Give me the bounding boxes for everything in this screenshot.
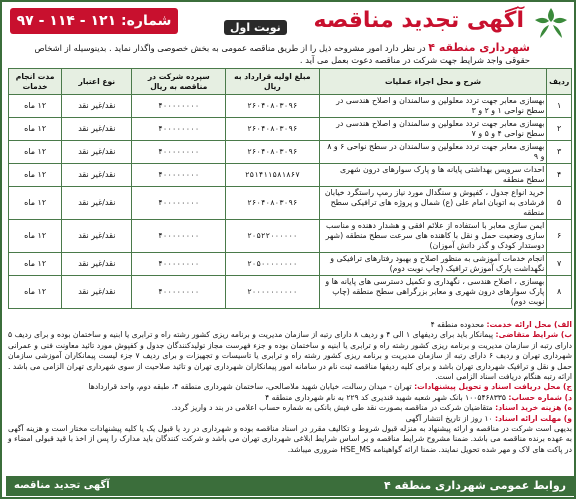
round-badge: نوبت اول: [224, 20, 287, 35]
cell-description: ایمن سازی معابر با استفاده از علائم افقی و هشدار دهنده و مناسب سازی وضعیت حمل و نقل با کاهنده های سرعت سطح منطقه (شهر دوستدار کودک و گذر دانش آموزان): [319, 220, 547, 253]
col-row: ردیف: [547, 69, 572, 95]
condition-b-label: ب) شرایط متقاضی:: [495, 330, 572, 340]
cell-credit: نقد/غیر نقد: [62, 141, 132, 164]
cell-credit: نقد/غیر نقد: [62, 220, 132, 253]
condition-f-label: و) مهلت ارائه اسناد:: [495, 413, 572, 423]
conditions-block: [8, 320, 572, 455]
cell-estimate: ۲۰۰۰۰۰۰۰۰۰۰: [226, 276, 320, 309]
table-row: [9, 276, 572, 309]
cell-credit: نقد/غیر نقد: [62, 253, 132, 276]
cell-description: بهسازی معابر جهت تردد معلولین و سالمندان و اصلاح هندسی در سطح نواحی ۱ و ۲ و ۳: [319, 95, 547, 118]
cell-duration: ۱۲ ماه: [9, 276, 62, 309]
cell-deposit: ۴۰۰۰۰۰۰۰۰: [132, 276, 226, 309]
cell-duration: ۱۲ ماه: [9, 164, 62, 187]
condition-b: [8, 330, 572, 382]
cell-deposit: ۴۰۰۰۰۰۰۰۰: [132, 164, 226, 187]
title-group: [224, 8, 524, 38]
condition-a: [8, 320, 572, 330]
cell-estimate: ۲۶۰۴۰۸۰۳۰۹۶: [226, 95, 320, 118]
footer-bar: [6, 476, 574, 496]
cell-description: بهسازی معابر جهت تردد معلولین و سالمندان و اصلاح هندسی در سطح نواحی ۴ و ۵ و ۷: [319, 118, 547, 141]
cell-duration: ۱۲ ماه: [9, 220, 62, 253]
table-row: [9, 164, 572, 187]
closing-paragraph: بدیهی است شرکت در مناقصه و ارائه پیشنهاد به منزله قبول شروط و تکالیف مقرر در اسناد مناقصه بوده و شهرداری در رد یا قبول یک یا کلیه پیشنهادات مختار است و هزینه آگهی به عهده برنده مناقصه می باشد. ضمنا مشروح شرایط مناقصه و بر اساس شرایط ابلاغی شهرداری تهران می باشد و شرکت کنندگان باید مدارک را پس از اخذ با قید قبولی امضاء و در پاکت های لاک و مهر شده تحویل نمایند. ضمنا ارائه گواهینامه HSE_MS ضروری میباشد.: [8, 424, 572, 454]
col-credit: نوع اعتبار: [62, 69, 132, 95]
condition-c-label: ج) محل دریافت اسناد و تحویل پیشنهادات:: [414, 382, 572, 392]
condition-d-label: د) شماره حساب:: [508, 392, 572, 402]
cell-deposit: ۴۰۰۰۰۰۰۰۰: [132, 187, 226, 220]
cell-deposit: ۴۰۰۰۰۰۰۰۰: [132, 220, 226, 253]
table-header-row: [9, 69, 572, 95]
cell-deposit: ۴۰۰۰۰۰۰۰۰: [132, 253, 226, 276]
condition-e-label: ه) هزینه خرید اسناد:: [495, 403, 572, 413]
cell-credit: نقد/غیر نقد: [62, 187, 132, 220]
table-row: [9, 220, 572, 253]
cell-row: ۴: [547, 164, 572, 187]
condition-f-text: ۱۰ روز از تاریخ انتشار آگهی: [405, 413, 493, 423]
cell-duration: ۱۲ ماه: [9, 118, 62, 141]
cell-credit: نقد/غیر نقد: [62, 95, 132, 118]
cell-duration: ۱۲ ماه: [9, 253, 62, 276]
col-deposit: سپرده شرکت در مناقصه به ریال: [132, 69, 226, 95]
table-row: [9, 253, 572, 276]
notice-number: شماره: ۱۲۱ - ۱۱۴ - ۹۷: [10, 8, 178, 34]
notice-title: آگهی تجدید مناقصه: [313, 8, 524, 33]
cell-deposit: ۴۰۰۰۰۰۰۰۰: [132, 95, 226, 118]
condition-f: [8, 414, 572, 424]
condition-a-text: محدوده منطقه ۴: [430, 320, 485, 329]
cell-duration: ۱۲ ماه: [9, 141, 62, 164]
tender-table: [8, 68, 572, 309]
condition-c-text: تهران - میدان رسالت، خیابان شهید ملاصالحی، ساختمان شهرداری منطقه ۴، طبقه دوم، واحد قراردادها: [88, 382, 412, 392]
table-row: [9, 141, 572, 164]
cell-estimate: ۲۰۵۰۰۰۰۰۰۰۰: [226, 253, 320, 276]
header: [6, 6, 574, 40]
cell-row: ۲: [547, 118, 572, 141]
cell-deposit: ۴۰۰۰۰۰۰۰۰: [132, 141, 226, 164]
cell-row: ۱: [547, 95, 572, 118]
condition-d-text: ۱۰۰۵۴۶۸۳۳۵ بانک شهر شعبه شهید قندیری کد ۲۲۹ به نام شهرداری منطقه ۴: [265, 392, 506, 402]
cell-duration: ۱۲ ماه: [9, 187, 62, 220]
condition-a-label: الف) محل ارائه خدمت:: [486, 320, 572, 329]
cell-estimate: ۲۵۱۴۱۱۵۸۱۸۶۷: [226, 164, 320, 187]
table-row: [9, 187, 572, 220]
col-estimate: مبلغ اولیه قرارداد به ریال: [226, 69, 320, 95]
table-row: [9, 118, 572, 141]
cell-credit: نقد/غیر نقد: [62, 164, 132, 187]
cell-description: احداث سرویس بهداشتی پایانه ها و پارک سوارهای درون شهری سطح منطقه: [319, 164, 547, 187]
table-row: [9, 95, 572, 118]
intro-paragraph: [8, 42, 530, 66]
cell-duration: ۱۲ ماه: [9, 95, 62, 118]
organization-name: شهرداری منطقه ۴: [428, 41, 530, 54]
tehran-municipality-logo: [532, 6, 570, 42]
cell-row: ۷: [547, 253, 572, 276]
condition-e: [8, 403, 572, 413]
cell-estimate: ۲۰۵۲۲۰۰۰۰۰۰: [226, 220, 320, 253]
cell-description: خرید انواع جدول ، کفپوش و سنگدال مورد نیاز رمپ راستگرد خیابان فرشادی به اتوبان امام علی (ع) شمال و پروژه های ترافیکی سطح منطقه: [319, 187, 547, 220]
cell-estimate: ۲۶۰۴۰۸۰۳۰۹۶: [226, 118, 320, 141]
condition-c: [8, 382, 572, 392]
condition-e-text: متقاضیان شرکت در مناقصه بصورت نقد طی فیش بانکی به شماره حساب اعلامی در بند د واریز گردد.: [171, 403, 493, 413]
footer-tag: آگهی تجدید مناقصه: [14, 480, 110, 491]
intro-text: در نظر دارد امور مشروحه ذیل را از طریق مناقصه عمومی به بخش خصوصی واگذار نماید . بدینوسیله از اشخاص حقوقی واجد شرایط جهت شرکت در مناقصه دعوت بعمل می آید .: [34, 43, 530, 65]
cell-credit: نقد/غیر نقد: [62, 118, 132, 141]
cell-row: ۸: [547, 276, 572, 309]
cell-deposit: ۴۰۰۰۰۰۰۰۰: [132, 118, 226, 141]
cell-estimate: ۲۶۰۴۰۸۰۳۰۹۶: [226, 141, 320, 164]
cell-estimate: ۲۶۰۴۰۸۰۳۰۹۶: [226, 187, 320, 220]
cell-description: بهسازی معابر جهت تردد معلولین و سالمندان در سطح نواحی ۶ و ۸ و ۹: [319, 141, 547, 164]
col-description: شرح و محل اجراء عملیات: [319, 69, 547, 95]
cell-credit: نقد/غیر نقد: [62, 276, 132, 309]
cell-row: ۶: [547, 220, 572, 253]
cell-row: ۵: [547, 187, 572, 220]
cell-description: بهسازی ، اصلاح هندسی ، نگهداری و تکمیل دسترسی های پایانه ها و پارک سوارهای درون شهری و معابر بزرگراهی سطح منطقه (چاپ نوبت دوم): [319, 276, 547, 309]
cell-description: انجام خدمات آموزشی به منظور اصلاح و بهبود رفتارهای ترافیکی و نگهداشت پارک آموزش ترافیک (چاپ نوبت دوم): [319, 253, 547, 276]
col-duration: مدت انجام خدمات: [9, 69, 62, 95]
footer-signature: روابط عمومی شهرداری منطقه ۴: [384, 479, 566, 492]
condition-d: [8, 393, 572, 403]
condition-b-text: پیمانکار باید برای ردیفهای ۱ الی ۴ و ردیف ۸ دارای رتبه از سازمان مدیریت و برنامه ریزی کشور رشته راه و ترابری یا ابنیه و ساختمان بوده و برای ردیف ۵ دارای رتبه از سازمان مدیریت و برنامه ریزی کشور رشته راه و ترابری یا ابنیه و ساختمان بوده و جزء فهرست مجاز تولیدکنندگان جدول و کفپوش مورد تائید معاونت فنی و عمرانی شهرداری تهران و ردیف ۶ دارای رتبه از سازمان مدیریت و برنامه ریزی کشور رشته راه و ترابری یا تاسیسات و تجهیزات و برای ردیف ۷ جزء لیست پیمانکاران آموزشی سازمان حمل و نقل و ترافیک شهرداری تهران باشد و برای کلیه ردیفها مناقصه ثبت نام در سامانه امور پیمانکاران شهرداری تهران و تائید صلاحیت از سوی شهرداری تهران الزامی می باشد . ارائه رتبه هنگام دریافت اسناد الزامی است.: [8, 330, 572, 382]
cell-row: ۳: [547, 141, 572, 164]
